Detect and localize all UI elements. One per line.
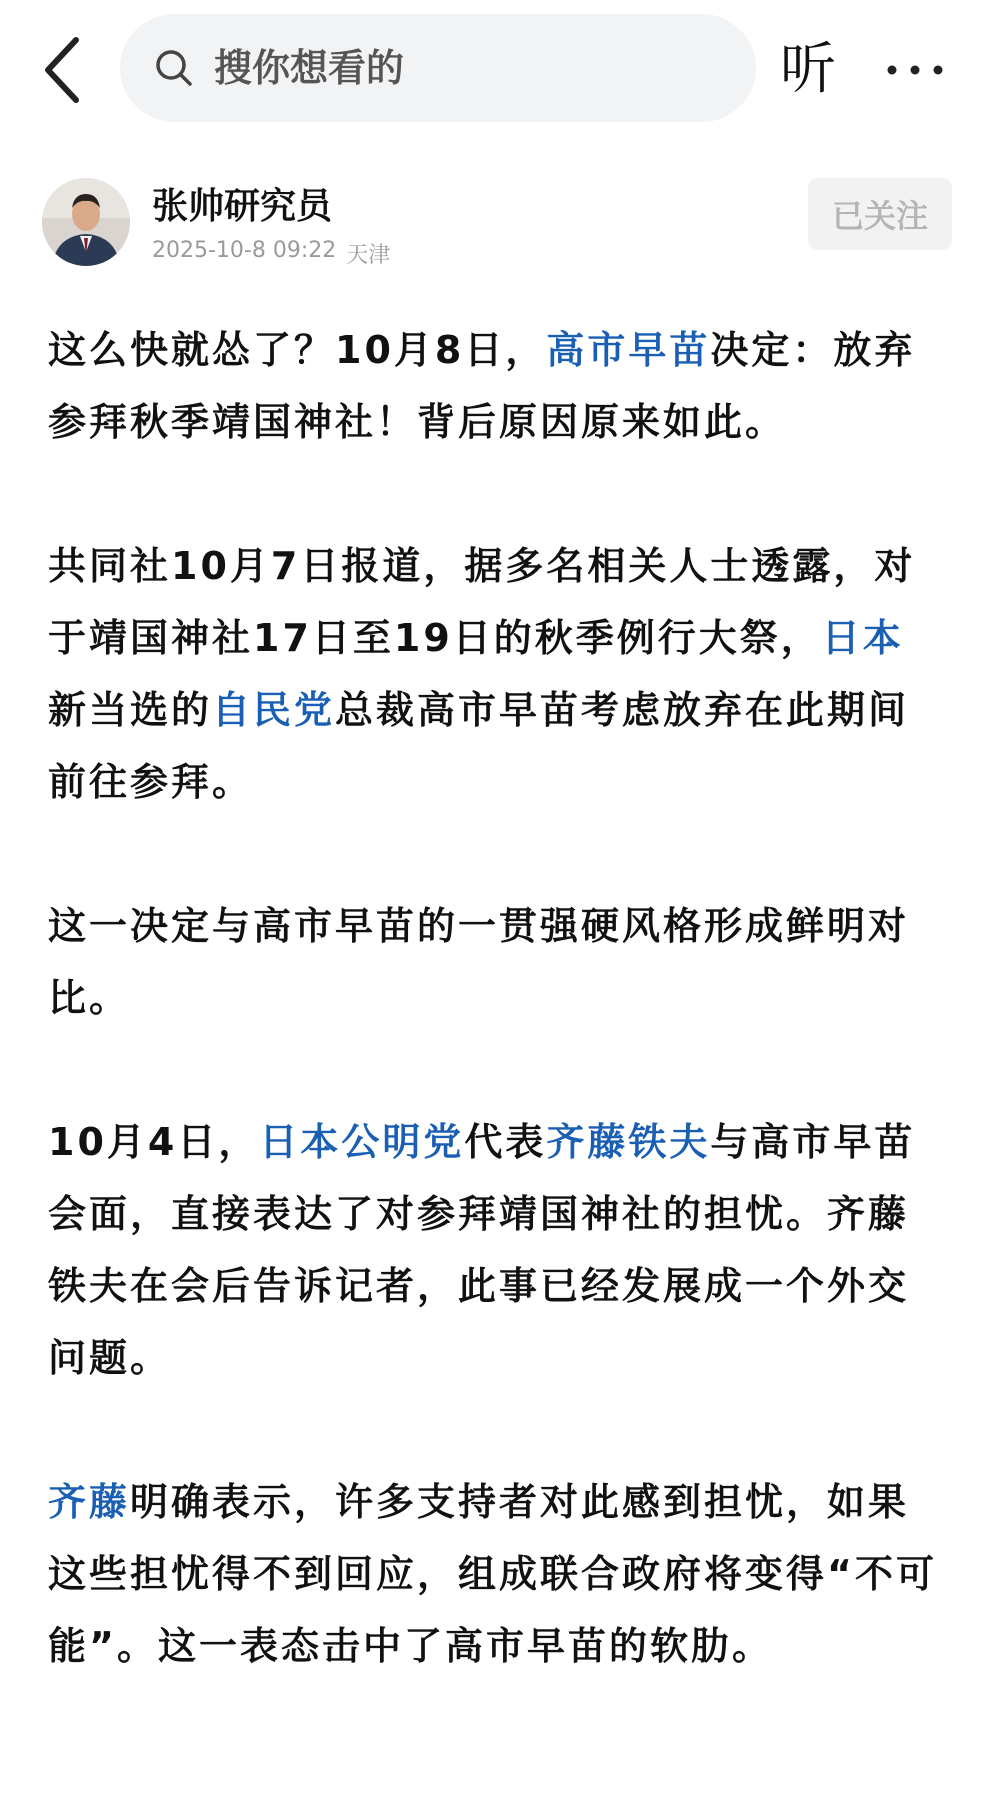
paragraph-text: 这么快就怂了？10月8日， — [48, 328, 547, 372]
avatar[interactable] — [42, 178, 130, 266]
topic-link-gaoshi-zaomiao[interactable]: 高市早苗 — [546, 328, 711, 372]
avatar-image — [42, 178, 130, 266]
post-date: 2025-10-8 09:22 — [152, 238, 337, 263]
paragraph-text: 与高市早苗会面，直接表达了对参拜靖国神社的担忧。齐藤铁夫在会后告诉记者，此事已经发展成一个外交问题。 — [48, 1120, 916, 1380]
search-icon — [154, 48, 194, 88]
topic-link-saito-tetsuo[interactable]: 齐藤铁夫 — [546, 1120, 711, 1164]
author-name[interactable]: 张帅研究员 — [152, 186, 333, 227]
search-input[interactable] — [212, 45, 696, 91]
article-body — [48, 314, 938, 1754]
back-button[interactable] — [38, 30, 98, 110]
search-box[interactable] — [120, 14, 756, 122]
back-arrow-icon — [38, 30, 98, 110]
more-button[interactable] — [880, 30, 950, 110]
follow-button[interactable]: 已关注 — [808, 178, 952, 250]
author-header — [0, 170, 986, 290]
paragraph-text: 决定：放弃参拜秋季靖国神社！背后原因原来如此。 — [48, 328, 916, 444]
paragraph-text: 这一决定与高市早苗的一贯强硬风格形成鲜明对比。 — [48, 904, 910, 1020]
top-bar — [0, 0, 986, 140]
paragraph-text: 总裁高市早苗考虑放弃在此期间前往参拜。 — [48, 688, 910, 804]
more-dots-icon — [880, 30, 950, 110]
topic-link-saito[interactable]: 齐藤 — [48, 1480, 131, 1524]
paragraph-text: 10月4日， — [48, 1120, 260, 1164]
paragraph-text: 代表 — [464, 1120, 547, 1164]
article-paragraph-3 — [48, 890, 938, 1034]
topic-link-komeito[interactable]: 日本公明党 — [259, 1120, 465, 1164]
topic-link-japan[interactable]: 日本 — [821, 616, 904, 660]
paragraph-text: 新当选的 — [48, 688, 213, 732]
article-paragraph-2 — [48, 530, 938, 818]
paragraph-text: 明确表示，许多支持者对此感到担忧，如果这些担忧得不到回应，组成联合政府将变得“不可能”。这一表态击中了高市早苗的软肋。 — [48, 1480, 937, 1668]
article-paragraph-4 — [48, 1106, 938, 1394]
post-meta — [152, 238, 390, 269]
topic-link-ldp[interactable]: 自民党 — [212, 688, 336, 732]
post-location: 天津 — [346, 243, 391, 268]
paragraph-text: 共同社10月7日报道，据多名相关人士透露，对于靖国神社17日至19日的秋季例行大祭， — [48, 544, 916, 660]
listen-button[interactable]: 听 — [780, 37, 836, 102]
article-paragraph-1 — [48, 314, 938, 458]
article-paragraph-5 — [48, 1466, 938, 1682]
